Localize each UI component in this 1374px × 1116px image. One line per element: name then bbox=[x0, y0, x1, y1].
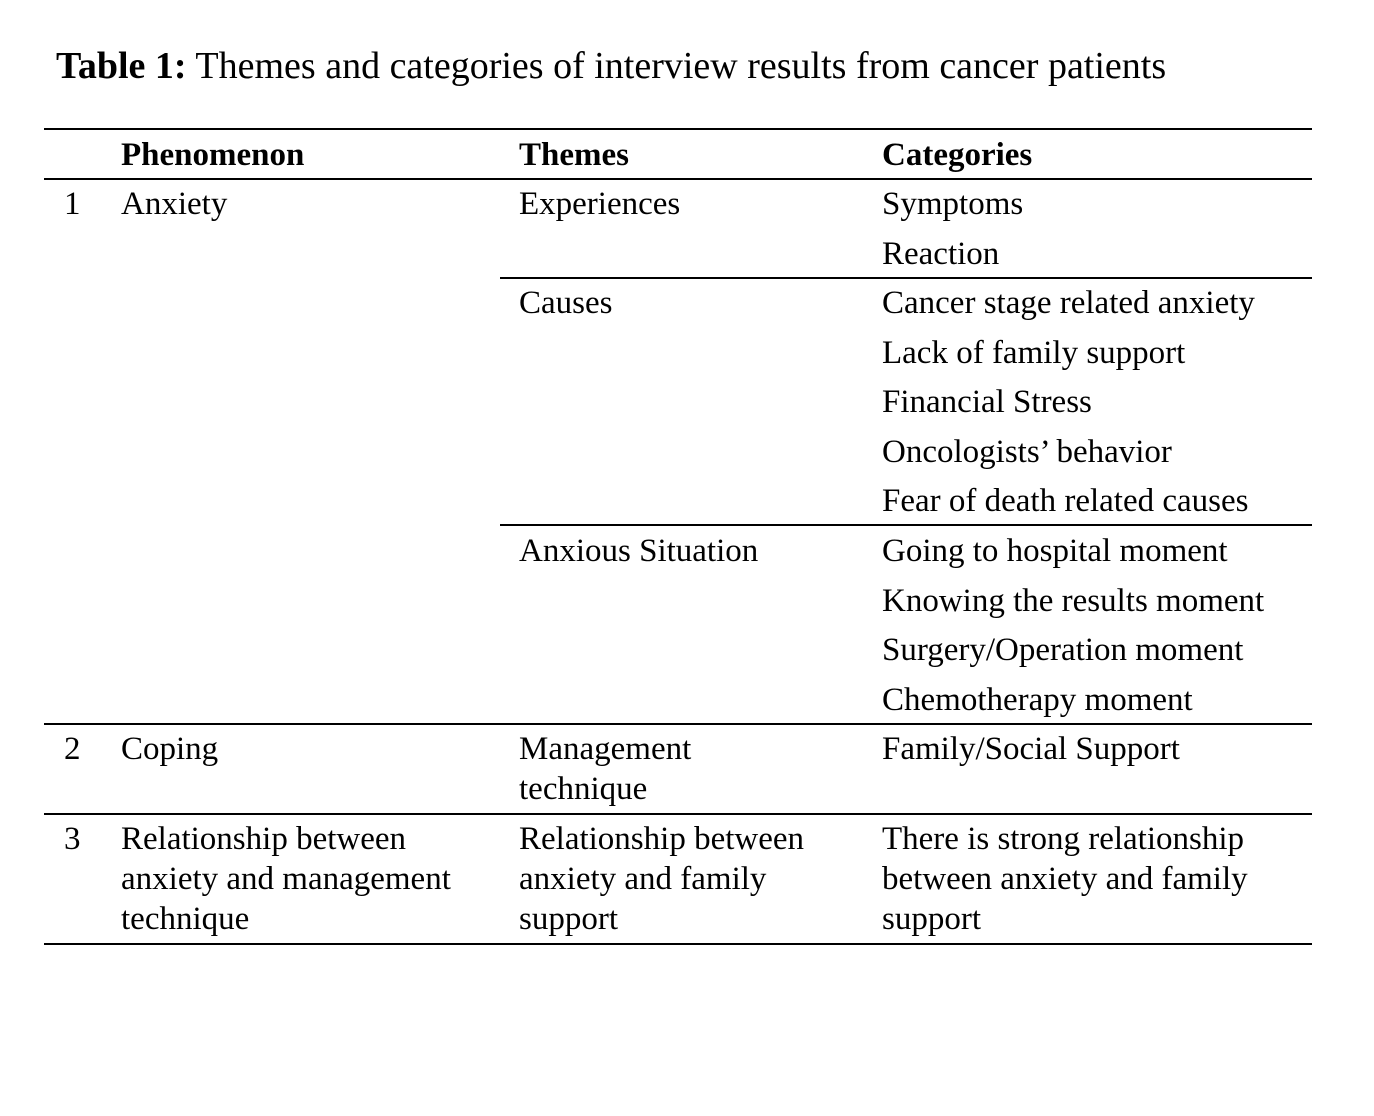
theme-cell bbox=[519, 729, 691, 809]
theme-line: Management bbox=[519, 731, 692, 767]
caption-text: Themes and categories of interview results from cancer patients bbox=[195, 45, 1167, 87]
theme-cell: Experiences bbox=[519, 186, 681, 222]
phenomenon-cell bbox=[121, 819, 451, 939]
row-number: 2 bbox=[64, 731, 81, 767]
theme-cell bbox=[519, 819, 804, 939]
category-item: Cancer stage related anxiety bbox=[882, 285, 1255, 321]
header-categories: Categories bbox=[882, 137, 1033, 173]
caption-label: Table 1: bbox=[56, 45, 187, 87]
category-list bbox=[882, 184, 1023, 283]
row-number: 3 bbox=[64, 821, 81, 857]
theme-line: Relationship between bbox=[519, 821, 805, 857]
table-caption bbox=[56, 44, 1166, 90]
header-bottom-rule bbox=[44, 178, 1312, 180]
category-item: Symptoms bbox=[882, 186, 1024, 222]
category-item: Chemotherapy moment bbox=[882, 681, 1193, 718]
category-item: Going to hospital moment bbox=[882, 533, 1228, 569]
theme-line: technique bbox=[519, 771, 648, 807]
phenomenon-cell: Anxiety bbox=[121, 186, 228, 222]
theme-cell: Causes bbox=[519, 285, 613, 321]
rule-after-row-2 bbox=[44, 813, 1312, 815]
category-item: Fear of death related causes bbox=[882, 483, 1249, 519]
theme-cell: Anxious Situation bbox=[519, 533, 759, 569]
category-item: Lack of family support bbox=[882, 334, 1186, 371]
header-phenomenon: Phenomenon bbox=[121, 137, 305, 173]
category-line: support bbox=[882, 901, 981, 937]
category-line: between anxiety and family bbox=[882, 861, 1248, 897]
category-item: Knowing the results moment bbox=[882, 582, 1265, 619]
phenomenon-line: Relationship between bbox=[121, 821, 407, 857]
phenomenon-cell: Coping bbox=[121, 731, 219, 767]
category-line: There is strong relationship bbox=[882, 821, 1245, 857]
theme-line: anxiety and family bbox=[519, 861, 767, 897]
phenomenon-line: anxiety and management bbox=[121, 861, 451, 897]
category-cell bbox=[882, 819, 1248, 939]
phenomenon-line: technique bbox=[121, 901, 250, 937]
category-cell: Family/Social Support bbox=[882, 731, 1180, 767]
category-list bbox=[882, 531, 1264, 729]
category-item: Reaction bbox=[882, 235, 1000, 272]
table-top-rule bbox=[44, 128, 1312, 130]
row-number: 1 bbox=[64, 186, 81, 222]
category-item: Financial Stress bbox=[882, 384, 1092, 420]
table-bottom-rule bbox=[44, 943, 1312, 945]
category-list bbox=[882, 283, 1255, 531]
category-item: Oncologists’ behavior bbox=[882, 433, 1172, 470]
category-item: Surgery/Operation moment bbox=[882, 632, 1244, 668]
header-themes: Themes bbox=[519, 137, 629, 173]
theme-line: support bbox=[519, 901, 618, 937]
